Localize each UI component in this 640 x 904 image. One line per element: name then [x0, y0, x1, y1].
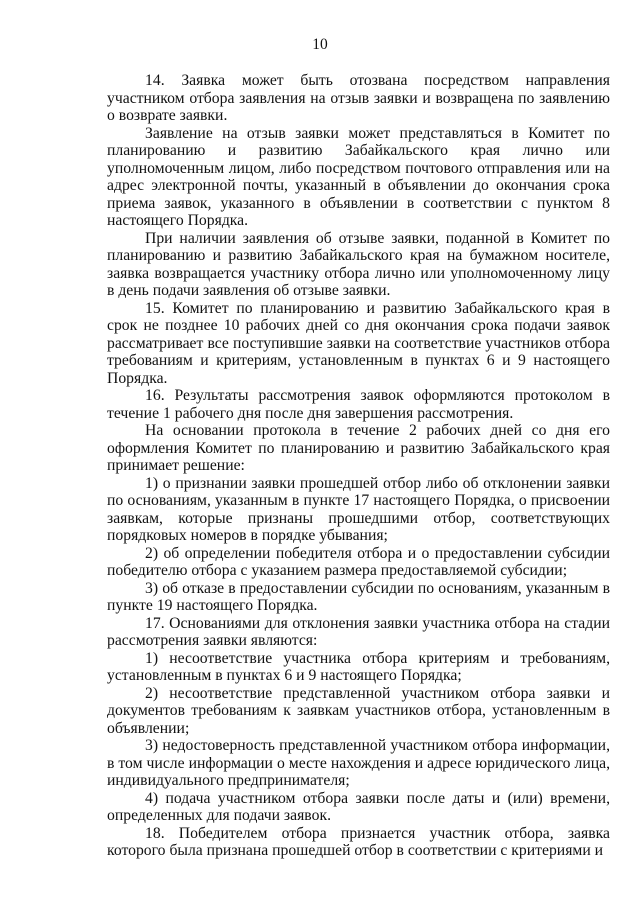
paragraph-14: 14. Заявка может быть отозвана посредством направления участником отбора заявления на отзыв заявки и возвращена по заявлению о возврате заявки. [107, 72, 610, 124]
paragraph-18: 18. Победителем отбора признается участник отбора, заявка которого была признана прошедшей отбор в соответствии с критериями и [107, 824, 610, 859]
list-item-decision-1: 1) о признании заявки прошедшей отбор либо об отклонении заявки по основаниям, указанным в пункте 17 настоящего Порядка, о присвоении заявкам, которые признаны прошедшими отбор, соответствующих порядковых номеров в порядке убывания; [107, 474, 610, 544]
paragraph-withdrawal-application: Заявление на отзыв заявки может представляться в Комитет по планированию и развитию Забайкальского края лично или уполномоченным лицом, либо посредством почтового отправления или на адрес электронной почты, указанный в объявлении до окончания срока приема заявок, указанного в объявлении в соответствии с пунктом 8 настоящего Порядка. [107, 124, 610, 229]
list-item-rejection-2: 2) несоответствие представленной участником отбора заявки и документов требованиям к заявкам участников отбора, установленным в объявлении; [107, 684, 610, 737]
page-number: 10 [312, 36, 328, 53]
list-item-rejection-3: 3) недостоверность представленной участником отбора информации, в том числе информации о месте нахождения и адресе юридического лица, индивидуального предпринимателя; [107, 737, 610, 789]
paragraph-protocol-decision: На основании протокола в течение 2 рабочих дней со дня его оформления Комитет по планированию и развитию Забайкальского края принимает решение: [107, 422, 610, 474]
paragraph-15: 15. Комитет по планированию и развитию Забайкальского края в срок не позднее 10 рабочих дней со дня окончания срока подачи заявок рассматривает все поступившие заявки на соответствие участников отбора требованиям и критериям, установленным в пунктах 6 и 9 настоящего Порядка. [107, 299, 610, 387]
paragraph-16: 16. Результаты рассмотрения заявок оформляются протоколом в течение 1 рабочего дня после дня завершения рассмотрения. [107, 387, 610, 422]
paragraph-17: 17. Основаниями для отклонения заявки участника отбора на стадии рассмотрения заявки являются: [107, 614, 610, 649]
document-body [107, 72, 610, 860]
list-item-decision-3: 3) об отказе в предоставлении субсидии по основаниям, указанным в пункте 19 настоящего Порядка. [107, 579, 610, 614]
list-item-decision-2: 2) об определении победителя отбора и о предоставлении субсидии победителю отбора с указанием размера предоставляемой субсидии; [107, 544, 610, 579]
paragraph-withdrawal-paper: При наличии заявления об отзыве заявки, поданной в Комитет по планированию и развитию Забайкальского края на бумажном носителе, заявка возвращается участнику отбора лично или уполномоченному лицу в день подачи заявления об отзыве заявки. [107, 229, 610, 299]
list-item-rejection-4: 4) подача участником отбора заявки после даты и (или) времени, определенных для подачи заявок. [107, 789, 610, 824]
list-item-rejection-1: 1) несоответствие участника отбора критериям и требованиям, установленным в пунктах 6 и 9 настоящего Порядка; [107, 649, 610, 684]
